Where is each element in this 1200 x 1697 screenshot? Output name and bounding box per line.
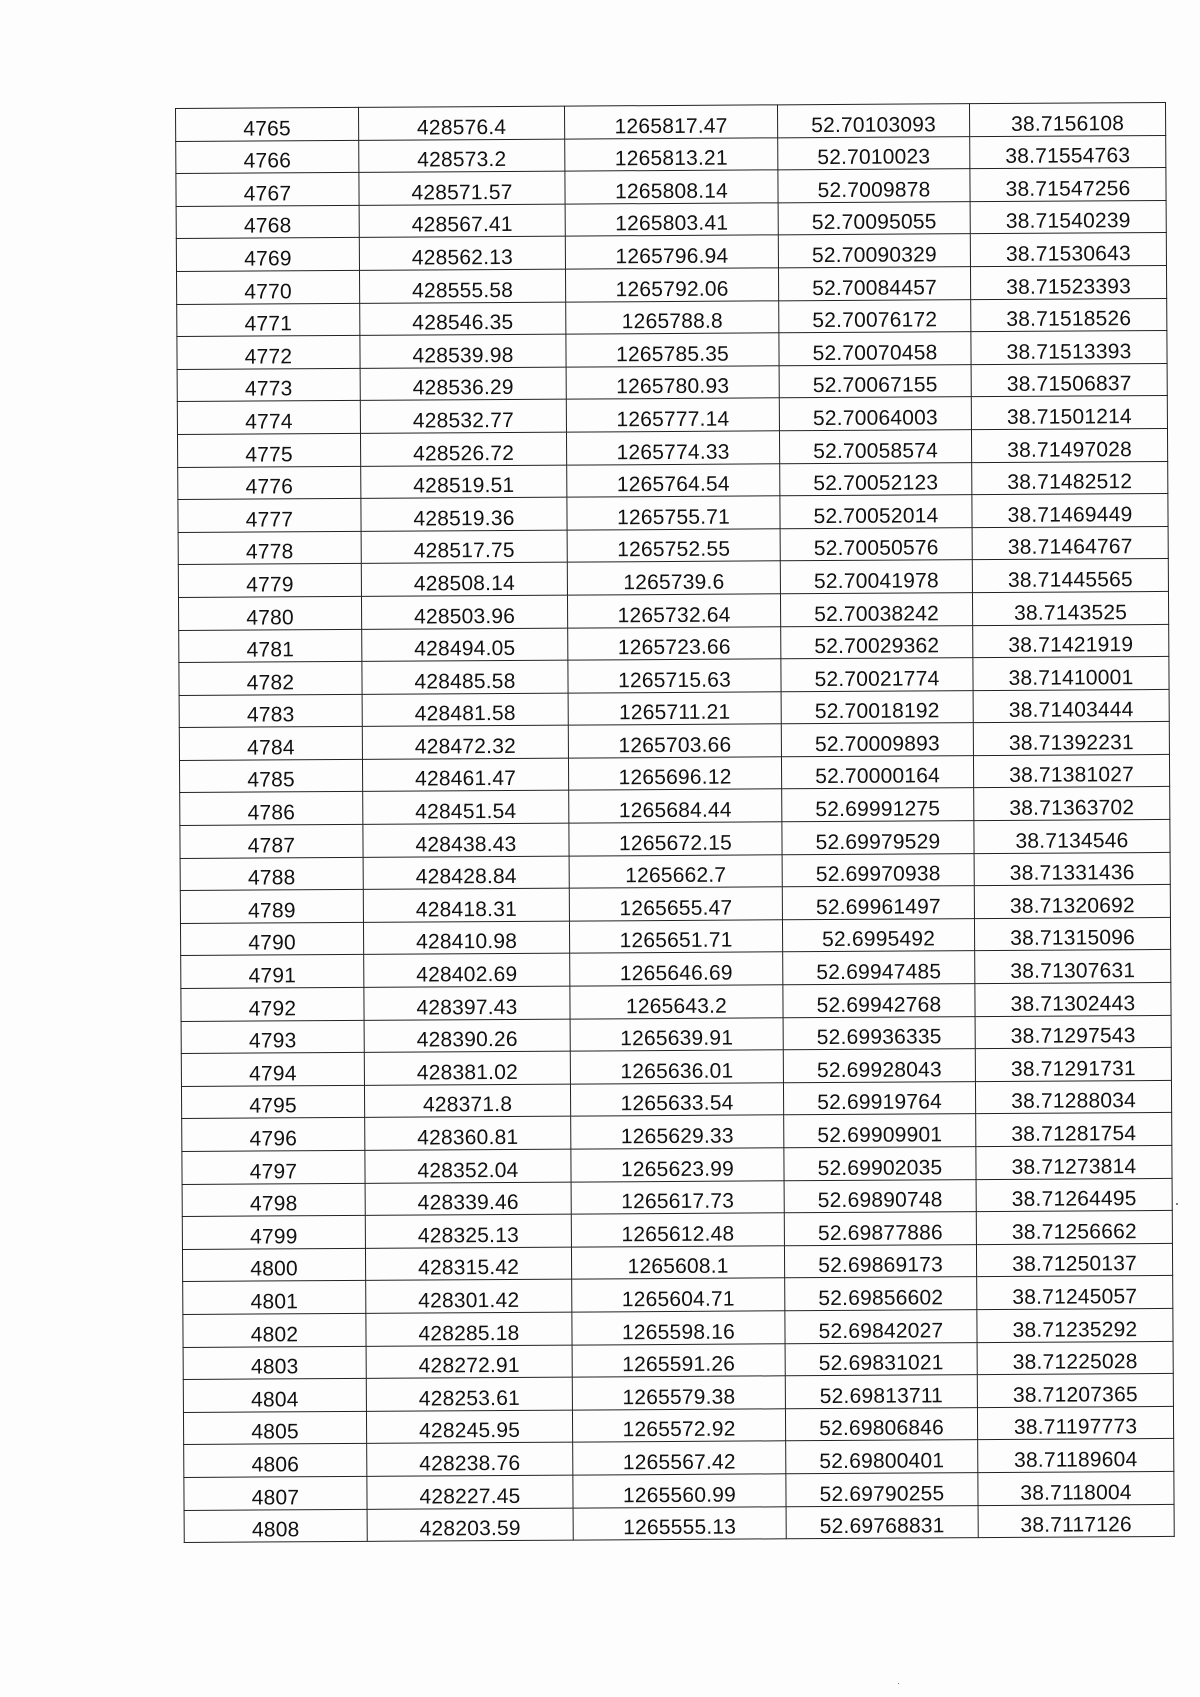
table-row [183,1406,1173,1445]
table-cell: 38.71506837 [971,363,1167,397]
table-cell: 1265711.21 [568,691,781,725]
table-cell: 4772 [177,336,360,370]
table-cell: 52.70009893 [781,723,973,757]
table-cell: 428508.14 [361,562,567,596]
table-cell: 52.69919764 [783,1081,975,1115]
table-cell: 4778 [178,531,361,565]
table-cell: 38.71250137 [976,1243,1172,1277]
table-cell: 1265755.71 [567,496,780,530]
table-cell: 38.71245057 [977,1276,1173,1310]
table-cell: 4767 [176,173,359,207]
table-cell: 428381.02 [364,1051,570,1085]
table-cell: 38.71554763 [970,135,1166,169]
table-cell: 4783 [179,694,362,728]
table-row [179,722,1169,761]
table-cell: 1265808.14 [565,170,778,204]
table-cell: 428571.57 [359,171,565,205]
table-row [182,1145,1172,1184]
table-cell: 38.71235292 [977,1308,1173,1342]
table-cell: 38.71197773 [977,1406,1173,1440]
table-row [176,200,1166,239]
table-cell: 38.71445565 [972,559,1168,593]
table-row [179,624,1169,663]
table-cell: 1265777.14 [566,398,779,432]
table-cell: 1265646.69 [570,952,783,986]
table-cell: 52.70000164 [781,756,973,790]
table-cell: 52.69947485 [783,951,975,985]
table-cell: 4766 [176,140,359,174]
table-cell: 38.71392231 [973,722,1169,756]
table-row [182,1178,1172,1217]
table-cell: 1265788.8 [566,300,779,334]
table-row [179,657,1169,696]
table-cell: 4807 [184,1476,367,1510]
table-cell: 38.71189604 [978,1439,1174,1473]
table-cell: 52.69768831 [786,1505,978,1539]
table-cell: 428532.77 [360,399,566,433]
table-cell: 4797 [182,1150,365,1184]
table-cell: 38.71497028 [971,428,1167,462]
table-cell: 428503.96 [361,595,567,629]
table-cell: 428315.42 [365,1247,571,1281]
table-cell: 52.70090329 [778,234,970,268]
table-cell: 52.69942768 [783,984,975,1018]
table-cell: 428272.91 [366,1345,572,1379]
table-cell: 1265617.73 [571,1180,784,1214]
table-cell: 428517.75 [361,530,567,564]
table-cell: 4779 [178,564,361,598]
table-row [176,168,1166,207]
table-cell: 52.70070458 [779,332,971,366]
table-cell: 4780 [178,596,361,630]
table-cell: 4784 [179,727,362,761]
table-cell: 428555.58 [359,269,565,303]
table-cell: 1265598.16 [572,1311,785,1345]
table-cell: 428576.4 [358,106,564,140]
table-cell: 1265752.55 [567,529,780,563]
table-cell: 4790 [180,922,363,956]
table-cell: 52.70058574 [779,430,971,464]
table-cell: 52.69806846 [785,1407,977,1441]
table-cell: 52.70029362 [781,625,973,659]
table-cell: 428461.47 [362,758,568,792]
table-cell: 4796 [182,1118,365,1152]
table-cell: 38.71320692 [974,885,1170,919]
table-cell: 52.70103093 [777,104,969,138]
table-row [178,559,1168,598]
table-cell: 1265633.54 [570,1083,783,1117]
table-cell: 428371.8 [364,1084,570,1118]
table-row [183,1308,1173,1347]
table-row [181,1048,1171,1087]
table-cell: 4800 [182,1248,365,1282]
table-cell: 1265813.21 [565,137,778,171]
table-cell: 52.69813711 [785,1375,977,1409]
table-cell: 428301.42 [366,1279,572,1313]
table-cell: 4801 [183,1281,366,1315]
table-cell: 38.7134546 [974,819,1170,853]
table-row [177,298,1167,337]
table-cell: 38.71307631 [975,950,1171,984]
table-row [180,787,1170,826]
table-cell: 38.71518526 [971,298,1167,332]
table-cell: 4789 [180,890,363,924]
table-cell: 428526.72 [360,432,566,466]
table-row [184,1471,1174,1510]
table-row [182,1113,1172,1152]
table-cell: 4793 [181,1020,364,1054]
table-row [176,265,1166,304]
table-cell: 52.70095055 [778,201,970,235]
table-row [177,428,1167,467]
table-cell: 38.71482512 [972,461,1168,495]
table-cell: 1265636.01 [570,1050,783,1084]
table-cell: 428402.69 [364,954,570,988]
table-cell: 4775 [177,433,360,467]
table-row [184,1439,1174,1478]
table-cell: 1265764.54 [567,463,780,497]
table-cell: 52.70050576 [780,527,972,561]
table-cell: 4777 [178,498,361,532]
table-row [182,1211,1172,1250]
table-cell: 1265684.44 [569,789,782,823]
table-cell: 38.71225028 [977,1341,1173,1375]
table-cell: 52.70018192 [781,690,973,724]
table-cell: 428339.46 [365,1182,571,1216]
table-cell: 4795 [181,1085,364,1119]
table-cell: 1265715.63 [568,659,781,693]
table-cell: 428562.13 [359,236,565,270]
table-cell: 428438.43 [363,823,569,857]
table-cell: 1265803.41 [565,203,778,237]
table-cell: 4794 [181,1053,364,1087]
table-row [183,1341,1173,1380]
table-cell: 428360.81 [365,1117,571,1151]
table-cell: 1265672.15 [569,822,782,856]
table-cell: 4799 [182,1216,365,1250]
table-cell: 52.70084457 [778,267,970,301]
table-cell: 428285.18 [366,1312,572,1346]
table-cell: 4787 [180,824,363,858]
table-cell: 428397.43 [364,986,570,1020]
table-cell: 428410.98 [363,921,569,955]
table-cell: 1265643.2 [570,985,783,1019]
table-cell: 52.69928043 [783,1049,975,1083]
table-cell: 52.70052014 [780,495,972,529]
table-cell: 1265629.33 [571,1115,784,1149]
table-cell: 38.71302443 [975,982,1171,1016]
table-cell: 428536.29 [360,367,566,401]
table-row [184,1504,1174,1543]
table-cell: 428494.05 [362,628,568,662]
table-cell: 38.7143525 [972,591,1168,625]
table-cell: 4806 [184,1444,367,1478]
table-cell: 428325.13 [365,1214,571,1248]
table-cell: 1265555.13 [573,1506,786,1540]
table-row [181,1015,1171,1054]
table-cell: 38.71547256 [970,168,1166,202]
table-cell: 428428.84 [363,856,569,890]
table-cell: 1265651.71 [569,920,782,954]
table-cell: 52.69902035 [784,1147,976,1181]
table-cell: 38.71331436 [974,852,1170,886]
table-row [180,885,1170,924]
coordinates-table [175,102,1175,1543]
table-cell: 4792 [181,987,364,1021]
table-cell: 52.69979529 [782,821,974,855]
table-row [180,852,1170,891]
table-cell: 38.71513393 [971,331,1167,365]
table-cell: 52.69842027 [785,1310,977,1344]
table-cell: 4776 [178,466,361,500]
table-row [177,363,1167,402]
scan-speck [898,1683,899,1684]
table-cell: 52.7009878 [778,169,970,203]
table-cell: 428519.51 [361,465,567,499]
table-cell: 4782 [179,661,362,695]
table-cell: 4765 [176,107,359,141]
table-cell: 4785 [179,759,362,793]
table-cell: 38.71501214 [971,396,1167,430]
table-cell: 38.71530643 [970,233,1166,267]
table-cell: 428390.26 [364,1019,570,1053]
table-row [177,396,1167,435]
table-cell: 428451.54 [363,791,569,825]
table-cell: 428573.2 [359,139,565,173]
table-cell: 1265780.93 [566,366,779,400]
table-cell: 4802 [183,1313,366,1347]
table-cell: 38.71523393 [970,265,1166,299]
table-cell: 428245.95 [366,1410,572,1444]
table-row [179,689,1169,728]
table-cell: 1265792.06 [565,268,778,302]
table-row [176,135,1166,174]
table-row [178,494,1168,533]
table-cell: 52.69790255 [786,1473,978,1507]
table-cell: 38.71256662 [976,1211,1172,1245]
table-cell: 1265612.48 [571,1213,784,1247]
table-cell: 1265662.7 [569,854,782,888]
table-cell: 52.69877886 [784,1212,976,1246]
table-cell: 38.7156108 [969,102,1165,136]
table-cell: 52.69936335 [783,1016,975,1050]
table-cell: 428418.31 [363,888,569,922]
table-cell: 1265817.47 [564,105,777,139]
table-cell: 4773 [177,368,360,402]
table-cell: 428203.59 [367,1508,573,1542]
table-cell: 52.70076172 [779,299,971,333]
table-cell: 38.71291731 [975,1048,1171,1082]
table-cell: 38.71315096 [974,917,1170,951]
table-row [180,819,1170,858]
table-cell: 52.69909901 [784,1114,976,1148]
table-cell: 38.71410001 [973,657,1169,691]
table-cell: 1265703.66 [568,724,781,758]
table-cell: 428253.61 [366,1377,572,1411]
table-cell: 4804 [183,1379,366,1413]
table-cell: 38.71469449 [972,494,1168,528]
table-cell: 1265567.42 [573,1441,786,1475]
table-cell: 52.70038242 [780,593,972,627]
table-cell: 38.71273814 [976,1145,1172,1179]
table-cell: 38.71381027 [973,754,1169,788]
table-cell: 4786 [180,792,363,826]
table-cell: 38.71421919 [973,624,1169,658]
table-cell: 52.70021774 [781,658,973,692]
table-cell: 4768 [176,205,359,239]
table-cell: 52.69831021 [785,1342,977,1376]
table-cell: 428539.98 [360,334,566,368]
table-cell: 38.7117126 [978,1504,1174,1538]
table-cell: 4808 [184,1509,367,1543]
table-cell: 1265639.91 [570,1017,783,1051]
table-cell: 52.7010023 [778,136,970,170]
table-cell: 1265739.6 [567,561,780,595]
table-cell: 1265732.64 [567,594,780,628]
table-cell: 1265579.38 [572,1376,785,1410]
table-cell: 52.69961497 [782,886,974,920]
table-cell: 52.70064003 [779,397,971,431]
table-cell: 38.71264495 [976,1178,1172,1212]
table-row [181,950,1171,989]
table-cell: 1265774.33 [566,431,779,465]
table-cell: 428567.41 [359,204,565,238]
coordinates-table-body [176,102,1175,1542]
table-cell: 52.6995492 [782,918,974,952]
table-cell: 38.71297543 [975,1015,1171,1049]
table-cell: 1265572.92 [572,1409,785,1443]
table-cell: 4803 [183,1346,366,1380]
table-cell: 1265723.66 [568,626,781,660]
table-cell: 4774 [177,401,360,435]
table-cell: 428472.32 [362,725,568,759]
table-cell: 1265696.12 [568,757,781,791]
table-row [176,233,1166,272]
table-cell: 1265604.71 [572,1278,785,1312]
table-cell: 1265591.26 [572,1343,785,1377]
table-cell: 428485.58 [362,660,568,694]
table-cell: 38.7118004 [978,1471,1174,1505]
table-cell: 4798 [182,1183,365,1217]
table-cell: 52.69869173 [784,1244,976,1278]
table-row [178,591,1168,630]
table-cell: 1265560.99 [573,1474,786,1508]
table-cell: 52.70052123 [780,462,972,496]
table-row [183,1276,1173,1315]
table-row [181,1080,1171,1119]
table-cell: 38.71403444 [973,689,1169,723]
table-cell: 1265785.35 [566,333,779,367]
table-cell: 428227.45 [367,1475,573,1509]
table-row [181,982,1171,1021]
table-cell: 1265796.94 [565,235,778,269]
table-cell: 428519.36 [361,497,567,531]
table-cell: 4769 [176,238,359,272]
table-row [182,1243,1172,1282]
table-row [177,331,1167,370]
table-cell: 1265655.47 [569,887,782,921]
table-cell: 4770 [176,270,359,304]
table-cell: 38.71288034 [975,1080,1171,1114]
table-cell: 38.71464767 [972,526,1168,560]
table-cell: 38.71540239 [970,200,1166,234]
table-cell: 1265608.1 [571,1246,784,1280]
table-cell: 4805 [183,1411,366,1445]
table-cell: 38.71281754 [976,1113,1172,1147]
table-cell: 38.71363702 [974,787,1170,821]
table-row [178,526,1168,565]
table-cell: 52.69991275 [782,788,974,822]
table-cell: 428481.58 [362,693,568,727]
table-row [179,754,1169,793]
table-cell: 4781 [179,629,362,663]
table-cell: 52.69970938 [782,853,974,887]
table-cell: 38.71207365 [977,1374,1173,1408]
table-cell: 428352.04 [365,1149,571,1183]
table-cell: 4791 [181,955,364,989]
table-row [176,102,1166,141]
table-row [178,461,1168,500]
table-cell: 52.69856602 [785,1277,977,1311]
table-cell: 52.70067155 [779,364,971,398]
table-cell: 52.69890748 [784,1179,976,1213]
table-cell: 4771 [177,303,360,337]
table-cell: 52.69800401 [786,1440,978,1474]
table-cell: 428238.76 [367,1442,573,1476]
table-cell: 1265623.99 [571,1148,784,1182]
table-cell: 428546.35 [360,302,566,336]
table-cell: 52.70041978 [780,560,972,594]
table-row [180,917,1170,956]
table-row [183,1374,1173,1413]
scan-speck [1176,1203,1178,1205]
table-cell: 4788 [180,857,363,891]
